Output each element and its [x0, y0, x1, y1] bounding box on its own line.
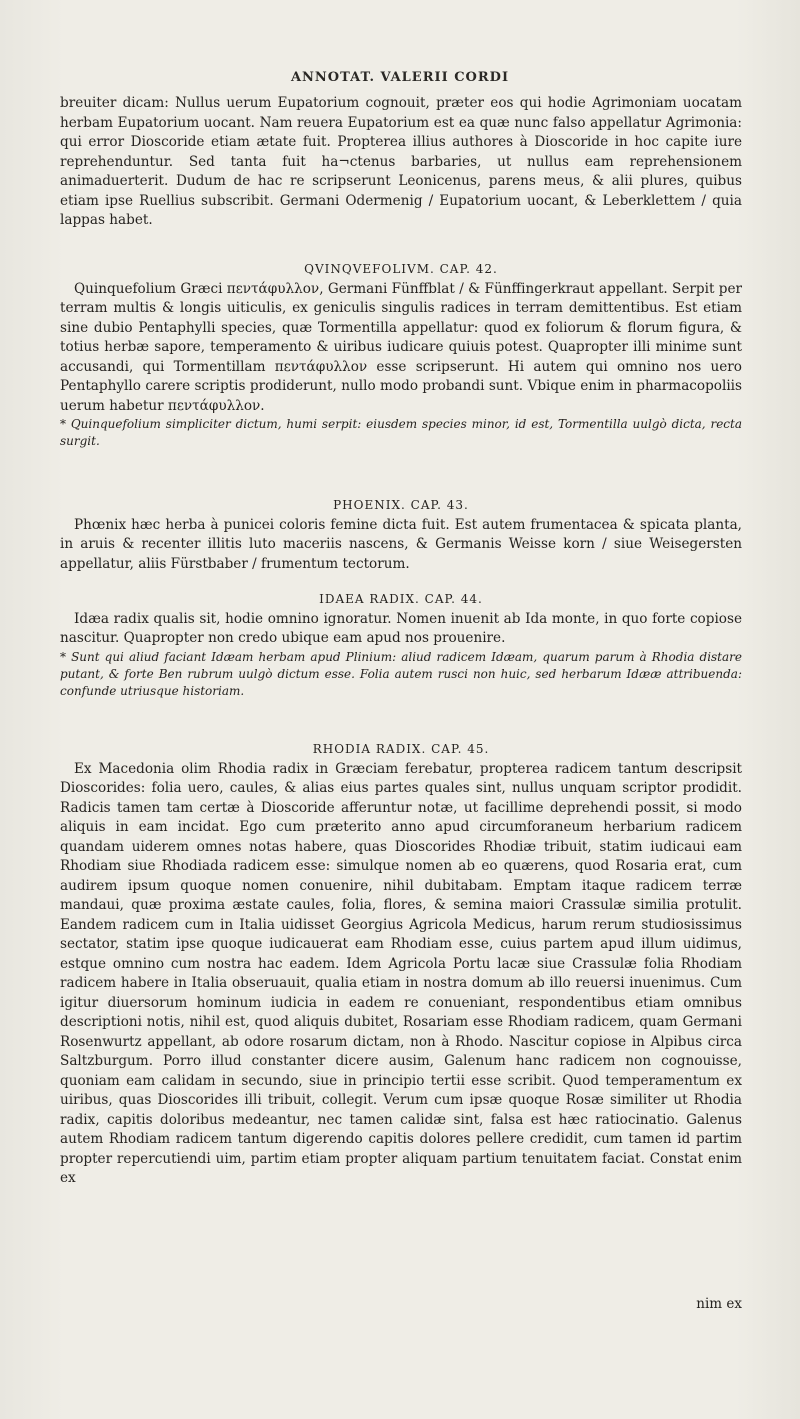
running-header: ANNOTAT. VALERII CORDI [290, 70, 510, 85]
chapter-44-heading: IDAEA RADIX. CAP. 44. [319, 592, 483, 606]
chapter-43-paragraph: Phœnix hæc herba à punicei coloris femine dicta fuit. Est autem frumentacea & spicata planta, in aruis & recenter illitis luto maceriis nascens, & Germanis Weisse korn / siue Weisegersten appellatur, aliis Fürstbaber / frumentum tectorum. [60, 516, 742, 572]
chapter-44-note: * Sunt qui aliud faciant Idæam herbam apud Plinium: aliud radicem Idæam, quarum parum à Rhodia distare putant, & forte Ben rubrum uulgò dictum esse. Folia autem rusci non huic, sed herbarum Idææ attribuenda: confunde utriusque historiam. [60, 649, 742, 698]
chapter-42-block [60, 260, 742, 450]
chapter-45-paragraph: Ex Macedonia olim Rhodia radix in Græciam ferebatur, propterea radicem tantum descripsit Dioscorides: folia uero, caules, & alias eius partes quales sint, nullus unquam scriptor prodidit. Radicis tamen tam certæ à Dioscoride afferuntur notæ, ut facillime deprehendi possit, si modo aliquis in eam incidat. Ego cum præterito anno apud circumforaneum herbarium radicem quandam uiderem omnes notas habere, quas Dioscorides Rhodiæ tribuit, statim iudicaui eam Rhodiam siue Rhodiada radicem esse: simulque nomen ab eo quærens, quod Rosaria erat, cum audirem ipsum quoque nomen conuenire, nihil dubitabam. Emptam itaque radicem terræ mandaui, quæ proxima æstate caules, folia, flores, & semina maiori Crassulæ similia protulit. Eandem radicem cum in Italia uidisset Georgius Agricola Medicus, harum rerum studiosissimus sectator, statim ipse quoque iudicauerat eam Rhodiam esse, cuius partem apud illum uidimus, estque omnino cum nostra hac eadem. Idem Agricola Portu lacæ siue Crassulæ folia Rhodiam radicem habere in Italia obseruauit, qualia etiam in nostra domum ab illo reuersi inuenimus. Cum igitur diuersorum hominum iudicia in eadem re conueniant, respondentibus etiam omnibus descriptioni notis, nihil est, quod aliquis dubitet, Rosariam esse Rhodiam radicem, quam Germani Rosenwurtz appellant, ab odore rosarum dictam, non à Rhodo. Nascitur copiose in Alpibus circa Saltzburgum. Porro illud constanter dicere ausim, Galenum hanc radicem non cognouisse, quoniam eam calidam in secundo, siue in principio tertii esse scribit. Quod temperamentum ex uiribus, quas Dioscorides illi tribuit, collegit. Verum cum ipsæ quoque Rosæ similiter ut Rhodia radix, capitis doloribus medeantur, nec tamen calidæ sint, falsa est hæc ratiocinatio. Galenus autem Rhodiam radicem tantum digerendo capitis dolores pellere credidit, cum tamen id partim propter repercutiendi uim, partim etiam propter aliquam partium tenuitatem faciat. Constat enim ex [60, 760, 742, 1186]
intro-paragraph: breuiter dicam: Nullus uerum Eupatorium cognouit, præter eos qui hodie Agrimoniam uocatam herbam Eupatorium uocant. Nam reuera Eupatorium est ea quæ nunc falso appellatur Agrimonia: qui error Dioscoride etiam ætate fuit. Propterea illius authores à Dioscoride in hoc capite iure reprehenduntur. Sed tanta fuit ha¬ctenus barbaries, ut nullus eam reprehensionem animaduerterit. Dudum de hac re scripserunt Leonicenus, parens meus, & alii plures, quibus etiam ipse Ruellius subscribit. Germani Odermenig / Eupatorium uocant, & Leberklettem / quia lappas habet. [60, 95, 742, 228]
chapter-45-block [60, 740, 742, 1189]
chapter-45-heading: RHODIA RADIX. CAP. 45. [312, 742, 490, 756]
chapter-43-block [60, 496, 742, 574]
chapter-44-block [60, 590, 742, 700]
chapter-42-heading: QVINQVEFOLIVM. CAP. 42. [304, 262, 498, 276]
chapter-44-paragraph: Idæa radix qualis sit, hodie omnino ignoratur. Nomen inuenit ab Ida monte, in quo forte copiose nascitur. Quapropter non credo ubique eam apud nos prouenire. [60, 610, 742, 646]
intro-paragraph-block [60, 94, 742, 231]
chapter-43-heading: PHOENIX. CAP. 43. [333, 498, 469, 512]
catchword: nim ex [696, 1296, 742, 1312]
chapter-42-note: * Quinquefolium simpliciter dictum, humi serpit: eiusdem species minor, id est, Tormentilla uulgò dicta, recta surgit. [60, 417, 742, 448]
chapter-42-paragraph: Quinquefolium Græci πεντάφυλλον, Germani Fünffblat / & Fünffingerkraut appellant. Serpit per terram multis & longis uiticulis, ex geniculis singulis radices in terram demittentibus. Est etiam sine dubio Pentaphylli species, quæ Tormentilla appellatur: quod ex foliorum & florum figura, & totius herbæ sapore, temperamento & uiribus iudicare quiuis potest. Quapropter illi minime sunt accusandi, qui Tormentillam πεντάφυλλον esse scripserunt. Hi autem qui omnino nos uero Pentaphyllo carere scriptis prodiderunt, nullo modo probandi sunt. Vbique enim in pharmacopoliis uerum habetur πεντάφυλλον. [60, 280, 742, 414]
